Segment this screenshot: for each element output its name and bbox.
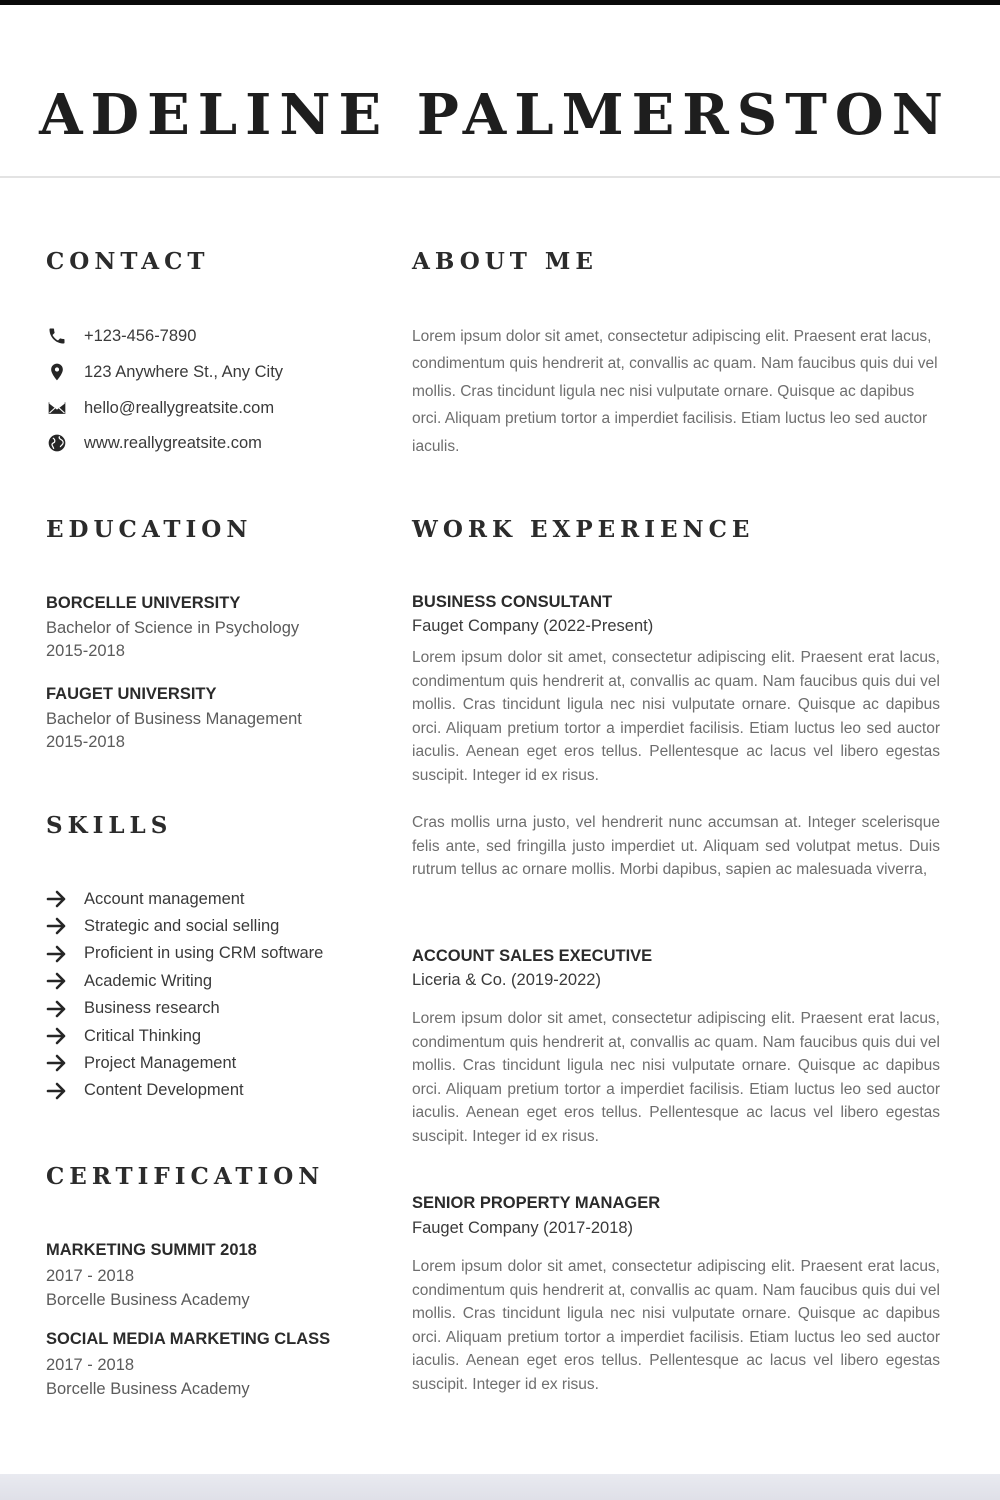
skill-label: Critical Thinking <box>84 1026 202 1045</box>
job-company: Fauget Company (2022-Present) <box>412 617 654 635</box>
address-text: 123 Anywhere St., Any City <box>84 362 284 381</box>
skill-item <box>46 996 220 1022</box>
skill-label: Proficient in using CRM software <box>84 944 324 963</box>
arrow-right-icon <box>46 1082 68 1100</box>
job-title: BUSINESS CONSULTANT <box>412 593 613 611</box>
skill-label: Academic Writing <box>84 971 213 990</box>
skill-item <box>46 941 323 967</box>
certification-heading: CERTIFICATION <box>46 1163 325 1190</box>
contact-address <box>46 358 283 386</box>
skill-item <box>46 1050 236 1076</box>
arrow-right-icon <box>46 917 68 935</box>
phone-text: +123-456-7890 <box>84 326 197 345</box>
arrow-right-icon <box>46 972 68 990</box>
work-heading: WORK EXPERIENCE <box>412 516 755 543</box>
education-years: 2015-2018 <box>46 733 125 751</box>
skill-item <box>46 913 279 939</box>
email-text: hello@reallygreatsite.com <box>84 398 275 417</box>
contact-phone <box>46 322 196 350</box>
phone-icon <box>46 325 68 347</box>
job-description: Cras mollis urna justo, vel hendrerit nunc accumsan at. Integer scelerisque felis ante, sed fringilla justo imperdiet ut. Aliquam sed volutpat metus. Duis rutrum tellus ac ornare mollis. Morbi dapibus, sapien ac malesuada viverra, <box>412 814 940 879</box>
contact-website <box>46 429 262 457</box>
skill-label: Strategic and social selling <box>84 916 280 935</box>
location-pin-icon <box>46 361 68 383</box>
skill-item <box>46 886 245 912</box>
certification-years: 2017 - 2018 <box>46 1356 135 1374</box>
education-heading: EDUCATION <box>46 516 253 543</box>
education-years: 2015-2018 <box>46 642 125 660</box>
contact-email <box>46 394 274 422</box>
arrow-right-icon <box>46 890 68 908</box>
certification-name: SOCIAL MEDIA MARKETING CLASS <box>46 1330 331 1348</box>
arrow-right-icon <box>46 1027 68 1045</box>
arrow-right-icon <box>46 1000 68 1018</box>
education-school: FAUGET UNIVERSITY <box>46 685 217 703</box>
skill-label: Project Management <box>84 1053 237 1072</box>
job-company: Liceria & Co. (2019-2022) <box>412 971 601 989</box>
education-school: BORCELLE UNIVERSITY <box>46 594 241 612</box>
skill-item <box>46 1023 201 1049</box>
contact-heading: CONTACT <box>46 248 210 275</box>
skill-item <box>46 1078 244 1104</box>
skill-label: Account management <box>84 889 245 908</box>
education-degree: Bachelor of Science in Psychology <box>46 619 300 637</box>
globe-icon <box>46 432 68 454</box>
job-title: SENIOR PROPERTY MANAGER <box>412 1194 661 1212</box>
page-bottom-edge <box>0 1474 1000 1500</box>
arrow-right-icon <box>46 1054 68 1072</box>
certification-name: MARKETING SUMMIT 2018 <box>46 1241 257 1259</box>
skill-item <box>46 968 212 994</box>
certification-years: 2017 - 2018 <box>46 1267 135 1285</box>
resume-header <box>0 5 1000 178</box>
job-description: Lorem ipsum dolor sit amet, consectetur adipiscing elit. Praesent erat lacus, condimentum quis hendrerit at, convallis ac quam. Nam faucibus quis dui vel mollis. Cras tincidunt ligula nec nisi vulputate ornare. Quisque ac dapibus orci. Aliquam pretium tortor a imperdiet facilisis. Etiam luctus leo sed auctor iaculis. Aenean eget eros tellus. Pellentesque ac lacus vel libero egestas suscipit. Integer id ex risus. <box>412 649 940 784</box>
education-degree: Bachelor of Business Management <box>46 710 302 728</box>
skill-label: Content Development <box>84 1081 244 1100</box>
certification-org: Borcelle Business Academy <box>46 1291 250 1309</box>
job-description: Lorem ipsum dolor sit amet, consectetur adipiscing elit. Praesent erat lacus, condimentum quis hendrerit at, convallis ac quam. Nam faucibus quis dui vel mollis. Cras tincidunt ligula nec nisi vulputate ornare. Quisque ac dapibus orci. Aliquam pretium tortor a imperdiet facilisis. Etiam luctus leo sed auctor iaculis. Aenean eget eros tellus. Pellentesque ac lacus vel libero egestas suscipit. Integer id ex risus. <box>412 1258 940 1393</box>
job-company: Fauget Company (2017-2018) <box>412 1219 634 1237</box>
envelope-icon <box>46 397 68 419</box>
about-heading: ABOUT ME <box>412 248 598 275</box>
job-title: ACCOUNT SALES EXECUTIVE <box>412 947 653 965</box>
candidate-name: ADELINE PALMERSTON <box>39 82 951 148</box>
arrow-right-icon <box>46 945 68 963</box>
skill-label: Business research <box>84 999 220 1018</box>
certification-org: Borcelle Business Academy <box>46 1380 250 1398</box>
website-text: www.reallygreatsite.com <box>84 433 262 452</box>
skills-heading: SKILLS <box>46 812 173 839</box>
job-description: Lorem ipsum dolor sit amet, consectetur adipiscing elit. Praesent erat lacus, condimentum quis hendrerit at, convallis ac quam. Nam faucibus quis dui vel mollis. Cras tincidunt ligula nec nisi vulputate ornare. Quisque ac dapibus orci. Aliquam pretium tortor a imperdiet facilisis. Etiam luctus leo sed auctor iaculis. Aenean eget eros tellus. Pellentesque ac lacus vel libero egestas suscipit. Integer id ex risus. <box>412 1010 940 1145</box>
about-text: Lorem ipsum dolor sit amet, consectetur adipiscing elit. Praesent erat lacus, condimentum quis hendrerit at, convallis ac quam. Nam faucibus quis dui vel mollis. Cras tincidunt ligula nec nisi vulputate ornare. Quisque ac dapibus orci. Aliquam pretium tortor a imperdiet facilisis. Etiam luctus leo sed auctor iaculis. <box>412 328 938 455</box>
